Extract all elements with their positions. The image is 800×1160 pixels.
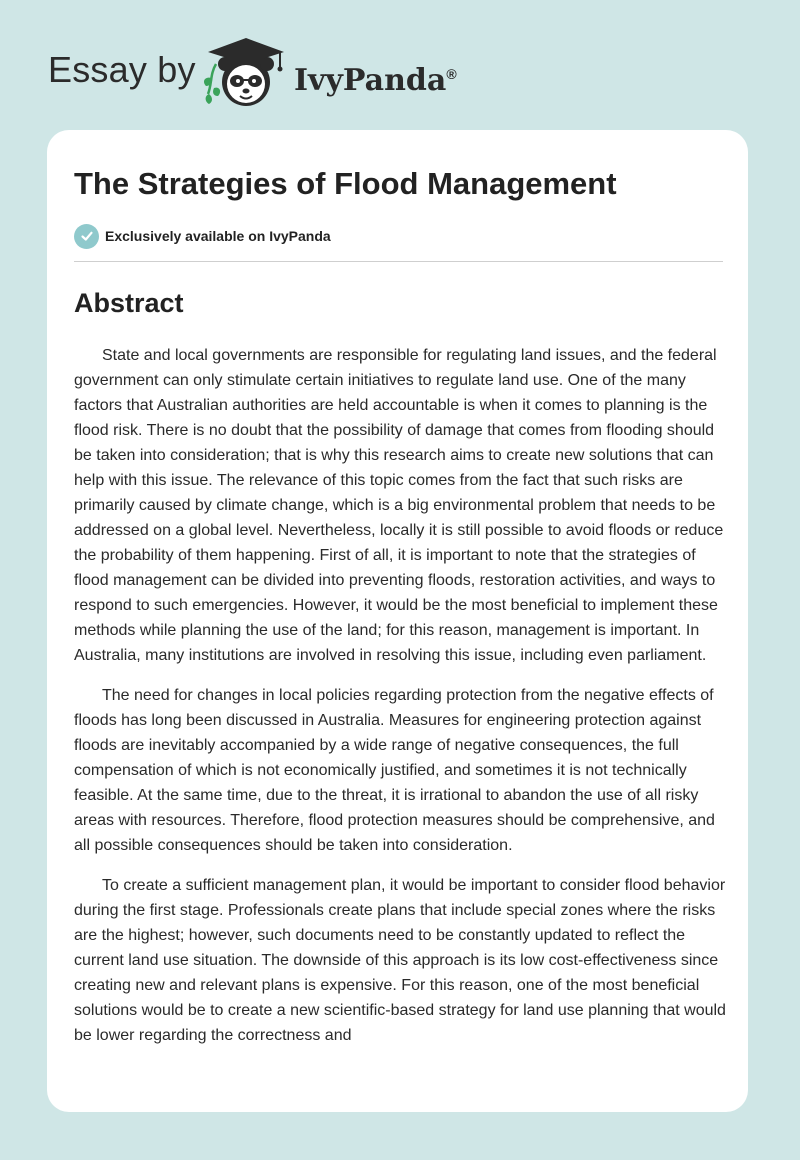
article-card <box>47 130 748 1112</box>
paragraph: The need for changes in local policies regarding protection from the negative effects of floods has long been discussed in Australia. Measures for engineering protection against floods are inevitably accompanied by a wide range of negative consequences, the full compensation of which is not economically justified, and sometimes it is not technically feasible. At the same time, due to the threat, it is irrational to abandon the use of all risky areas with resources. Therefore, flood protection measures should be comprehensive, and all possible consequences should be taken into consideration. <box>74 687 715 854</box>
site-header <box>0 0 800 130</box>
paragraph: State and local governments are responsible for regulating land issues, and the federal government can only stimulate certain initiatives to regulate land use. One of the many factors that Australian authorities are held accountable is when it comes to planning is the flood risk. There is no doubt that the possibility of damage that comes from flooding should be taken into consideration; that is why this research aims to create new solutions that can help with this issue. The relevance of this topic comes from the fact that such risks are primarily caused by climate change, which is a big environmental problem that needs to be addressed on a global level. Nevertheless, locally it is still possible to avoid floods or reduce the probability of them happening. First of all, it is important to note that the strategies of flood management can be divided into preventing floods, restoration activities, and ways to respond to such emergencies. However, it would be the most beneficial to implement these methods while planning the use of the land; for this reason, management is important. In Australia, many institutions are involved in resolving this issue, including even parliament. <box>74 347 724 664</box>
brand-name: IvyPanda <box>294 63 447 98</box>
check-circle-icon <box>74 224 99 249</box>
paragraph: To create a sufficient management plan, it would be important to consider flood behavior during the first stage. Professionals create plans that include special zones where the risks are the highest; however, such documents need to be constantly updated to reflect the current land use situation. The downside of this approach is its low cost-effectiveness since creating new and relevant plans is expensive. For this reason, one of the most beneficial solutions would be to create a new scientific-based strategy for land use planning that would be lower regarding the correctness and <box>74 877 726 1044</box>
page-title: The Strategies of Flood Management <box>74 166 617 201</box>
panda-graduate-icon[interactable] <box>200 34 292 110</box>
section-heading-abstract: Abstract <box>74 288 184 318</box>
essay-by-label: Essay by <box>48 49 196 90</box>
divider <box>74 261 723 262</box>
exclusive-badge-label: Exclusively available on IvyPanda <box>105 228 331 244</box>
registered-mark: ® <box>446 66 457 82</box>
brand-logo-text[interactable] <box>294 56 457 99</box>
article-body <box>74 343 726 1063</box>
exclusive-badge <box>74 223 331 249</box>
